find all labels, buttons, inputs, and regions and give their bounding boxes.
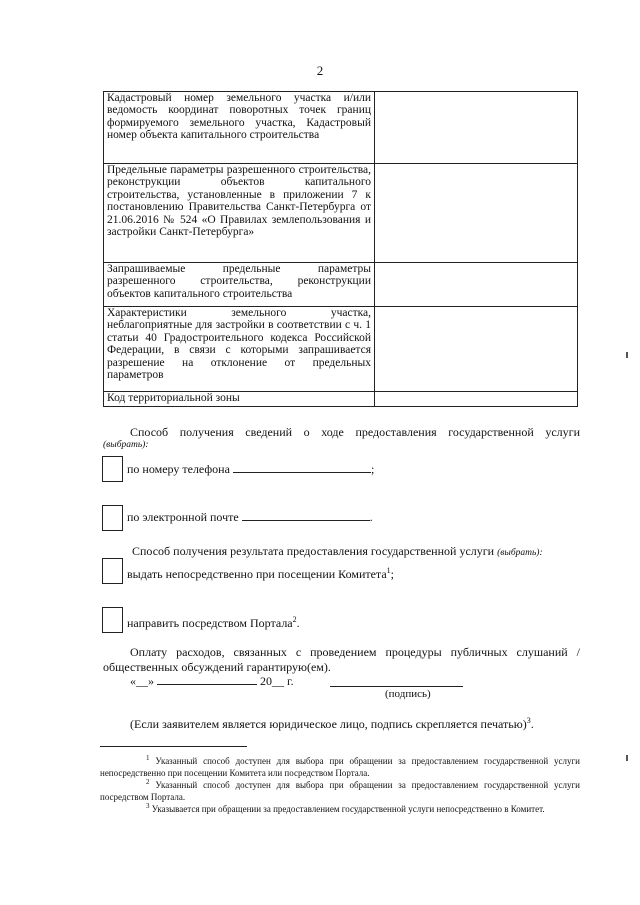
option-portal-end: . xyxy=(296,616,300,630)
row-value-limit-params[interactable] xyxy=(375,164,578,263)
table-row xyxy=(104,92,578,164)
row-label-cadastral: Кадастровый номер земельного участка и/или ведомость координат поворотных точек границ формируемого земельного участка, Кадастровый номер объекта капитального строительства xyxy=(104,92,375,164)
row-label-zone-code: Код территориальной зоны xyxy=(104,392,375,407)
date-line xyxy=(130,674,294,689)
scan-mark xyxy=(626,755,628,761)
checkbox-email[interactable] xyxy=(102,505,123,531)
checkbox-phone[interactable] xyxy=(102,456,123,482)
option-email-label: по электронной почте xyxy=(127,510,239,524)
option-visit-end: ; xyxy=(390,567,394,581)
option-email-end: . xyxy=(369,510,373,524)
footnote-ref-1: 1 xyxy=(386,566,391,575)
footnote-3-text: Указывается при обращении за предоставлением государственной услуги непосредственно в Комитет. xyxy=(151,804,545,814)
payment-line-1: Оплату расходов, связанных с проведением процедуры публичных слушаний / xyxy=(130,645,580,659)
table-row xyxy=(104,307,578,392)
footnote-1 xyxy=(100,752,580,779)
footnote-1-text: Указанный способ доступен для выбора при обращении за предоставлением государственной услуги непосредственно при посещении Комитета или посредством Портала. xyxy=(100,756,581,778)
table-row xyxy=(104,164,578,263)
row-label-land-characteristics: Характеристики земельного участка, неблагоприятные для застройки в соответствии с ч. 1 статьи 40 Градостроительного кодекса Российской Федерации, в связи с которыми запрашивается разрешение на отклонение от предельных параметров xyxy=(104,307,375,392)
stamp-note xyxy=(130,713,534,732)
option-visit xyxy=(127,563,394,582)
page-number: 2 xyxy=(316,63,324,78)
application-table xyxy=(103,91,578,407)
footnote-ref-3: 3 xyxy=(526,716,531,725)
result-method-heading: Способ получения результата предоставления государственной услуги xyxy=(132,544,495,558)
result-method-heading-wrap xyxy=(132,544,543,561)
footnote-ref-2: 2 xyxy=(292,615,297,624)
footnote-3-num: 3 xyxy=(146,802,150,810)
stamp-note-end: . xyxy=(530,717,534,731)
table-row xyxy=(104,392,578,407)
checkbox-visit[interactable] xyxy=(102,558,123,584)
footnote-separator xyxy=(100,746,247,747)
row-label-limit-params: Предельные параметры разрешенного строительства, реконструкции объектов капитального строительства, установленные в приложении 7 к постановлению Правительства Санкт-Петербурга от 21.06.2016 № 524 «О Правилах землепользования и застройки Санкт-Петербурга» xyxy=(104,164,375,263)
result-method-choose: (выбрать): xyxy=(497,548,543,558)
checkbox-portal[interactable] xyxy=(102,607,123,633)
info-method-choose: (выбрать): xyxy=(103,440,149,450)
option-visit-label: выдать непосредственно при посещении Комитета xyxy=(127,567,387,581)
option-email xyxy=(127,510,373,525)
option-portal-label: направить посредством Портала xyxy=(127,616,293,630)
footnote-1-num: 1 xyxy=(146,754,150,762)
footnote-2-text: Указанный способ доступен для выбора при обращении за предоставлением государственной услуги посредством Портала. xyxy=(100,780,581,802)
email-field[interactable] xyxy=(242,520,370,521)
signature-caption: (подпись) xyxy=(385,688,431,700)
row-value-zone-code[interactable] xyxy=(375,392,578,407)
payment-line-2: общественных обсуждений гарантирую(ем). xyxy=(103,660,331,674)
footnote-2-num: 2 xyxy=(146,778,150,786)
row-value-land-characteristics[interactable] xyxy=(375,307,578,392)
option-portal xyxy=(127,612,300,631)
info-method-heading: Способ получения сведений о ходе предоставления государственной услуги xyxy=(130,425,580,439)
scan-mark xyxy=(626,352,628,358)
footnote-2 xyxy=(100,776,580,803)
row-value-cadastral[interactable] xyxy=(375,92,578,164)
stamp-note-text: (Если заявителем является юридическое лицо, подпись скрепляется печатью) xyxy=(130,717,527,731)
footnote-3 xyxy=(100,800,580,815)
date-month-field[interactable] xyxy=(157,684,257,685)
option-phone-label: по номеру телефона xyxy=(127,462,230,476)
row-value-requested-params[interactable] xyxy=(375,263,578,307)
option-phone xyxy=(127,462,374,477)
row-label-requested-params: Запрашиваемые предельные параметры разрешенного строительства, реконструкции объектов капитального строительства xyxy=(104,263,375,307)
table-row xyxy=(104,263,578,307)
phone-field[interactable] xyxy=(233,472,371,473)
date-year[interactable]: 20__ г. xyxy=(260,674,294,688)
date-day[interactable]: «__» xyxy=(130,674,154,688)
option-phone-end: ; xyxy=(370,462,375,476)
